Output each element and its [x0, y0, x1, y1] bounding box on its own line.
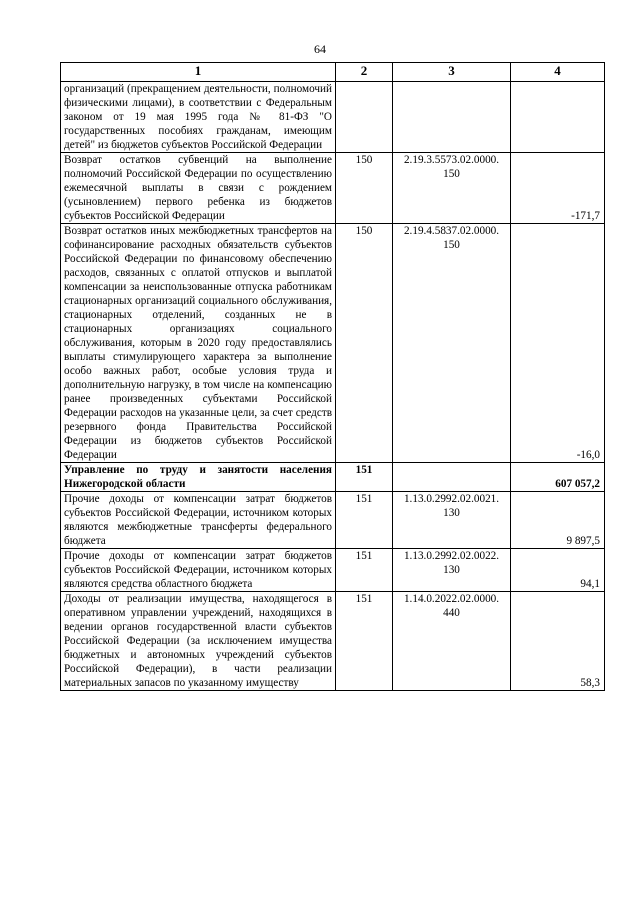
row-amount: -16,0: [511, 224, 605, 463]
table-row: [61, 592, 605, 691]
row-budget-code: [393, 463, 511, 492]
column-header-1: 1: [61, 63, 336, 82]
row-admin-code: 150: [336, 153, 393, 224]
row-budget-code: 1.13.0.2992.02.0021. 130: [393, 492, 511, 549]
table-header-row: [61, 63, 605, 82]
row-description: Управление по труду и занятости населения Нижегородской области: [61, 463, 336, 492]
row-budget-code: 2.19.4.5837.02.0000. 150: [393, 224, 511, 463]
table-row: [61, 549, 605, 592]
row-description: Возврат остатков иных межбюджетных трансфертов на софинансирование расходных обязательств субъектов Российской Федерации по финансовому обеспечению расходов, связанных с оплатой отпусков и выплатой компенсации за неиспользованные отпуска работникам стационарных организаций социального обслуживания, стационарных отделений, созданных не в стационарных организациях социального обслуживания, которым в 2020 году предоставлялись выплаты стимулирующего характера за выполнение особо важных работ, особые условия труда и дополнительную нагрузку, в том числе на компенсацию ранее произведенных субъектами Российской Федерации расходов на указанные цели, за счет средств резервного фонда Правительства Российской Федерации из бюджетов субъектов Российской Федерации: [61, 224, 336, 463]
row-amount: [511, 82, 605, 153]
row-admin-code: 151: [336, 549, 393, 592]
table-row: [61, 153, 605, 224]
column-header-2: 2: [336, 63, 393, 82]
row-amount: 58,3: [511, 592, 605, 691]
column-header-3: 3: [393, 63, 511, 82]
row-budget-code: 1.13.0.2992.02.0022. 130: [393, 549, 511, 592]
row-amount: -171,7: [511, 153, 605, 224]
row-admin-code: 150: [336, 224, 393, 463]
table-row: [61, 224, 605, 463]
row-description: Возврат остатков субвенций на выполнение полномочий Российской Федерации по осуществлению ежемесячной выплаты в связи с рождением (усыновлением) первого ребенка из бюджетов субъектов Российской Федерации: [61, 153, 336, 224]
row-description: Прочие доходы от компенсации затрат бюджетов субъектов Российской Федерации, источником которых являются средства областного бюджета: [61, 549, 336, 592]
row-description: организаций (прекращением деятельности, полномочий физическими лицами), в соответствии с Федеральным законом от 19 мая 1995 года № 81-ФЗ "О государственных пособиях гражданам, имеющим детей" из бюджетов субъектов Российской Федерации: [61, 82, 336, 153]
row-amount: 9 897,5: [511, 492, 605, 549]
table-row: [61, 492, 605, 549]
row-admin-code: 151: [336, 492, 393, 549]
page-number: 64: [314, 42, 326, 56]
column-header-4: 4: [511, 63, 605, 82]
row-admin-code: 151: [336, 592, 393, 691]
table-body: [61, 82, 605, 691]
row-admin-code: 151: [336, 463, 393, 492]
row-budget-code: [393, 82, 511, 153]
table-row: [61, 82, 605, 153]
table-row: [61, 463, 605, 492]
revenue-table: [60, 62, 605, 691]
row-amount: 94,1: [511, 549, 605, 592]
row-budget-code: 1.14.0.2022.02.0000. 440: [393, 592, 511, 691]
row-budget-code: 2.19.3.5573.02.0000. 150: [393, 153, 511, 224]
row-amount: 607 057,2: [511, 463, 605, 492]
row-description: Доходы от реализации имущества, находящегося в оперативном управлении учреждений, находящихся в ведении органов государственной власти субъектов Российской Федерации (за исключением имущества бюджетных и автономных учреждений субъектов Российской Федерации), в части реализации материальных запасов по указанному имуществу: [61, 592, 336, 691]
row-admin-code: [336, 82, 393, 153]
row-description: Прочие доходы от компенсации затрат бюджетов субъектов Российской Федерации, источником которых являются межбюджетные трансферты федерального бюджета: [61, 492, 336, 549]
